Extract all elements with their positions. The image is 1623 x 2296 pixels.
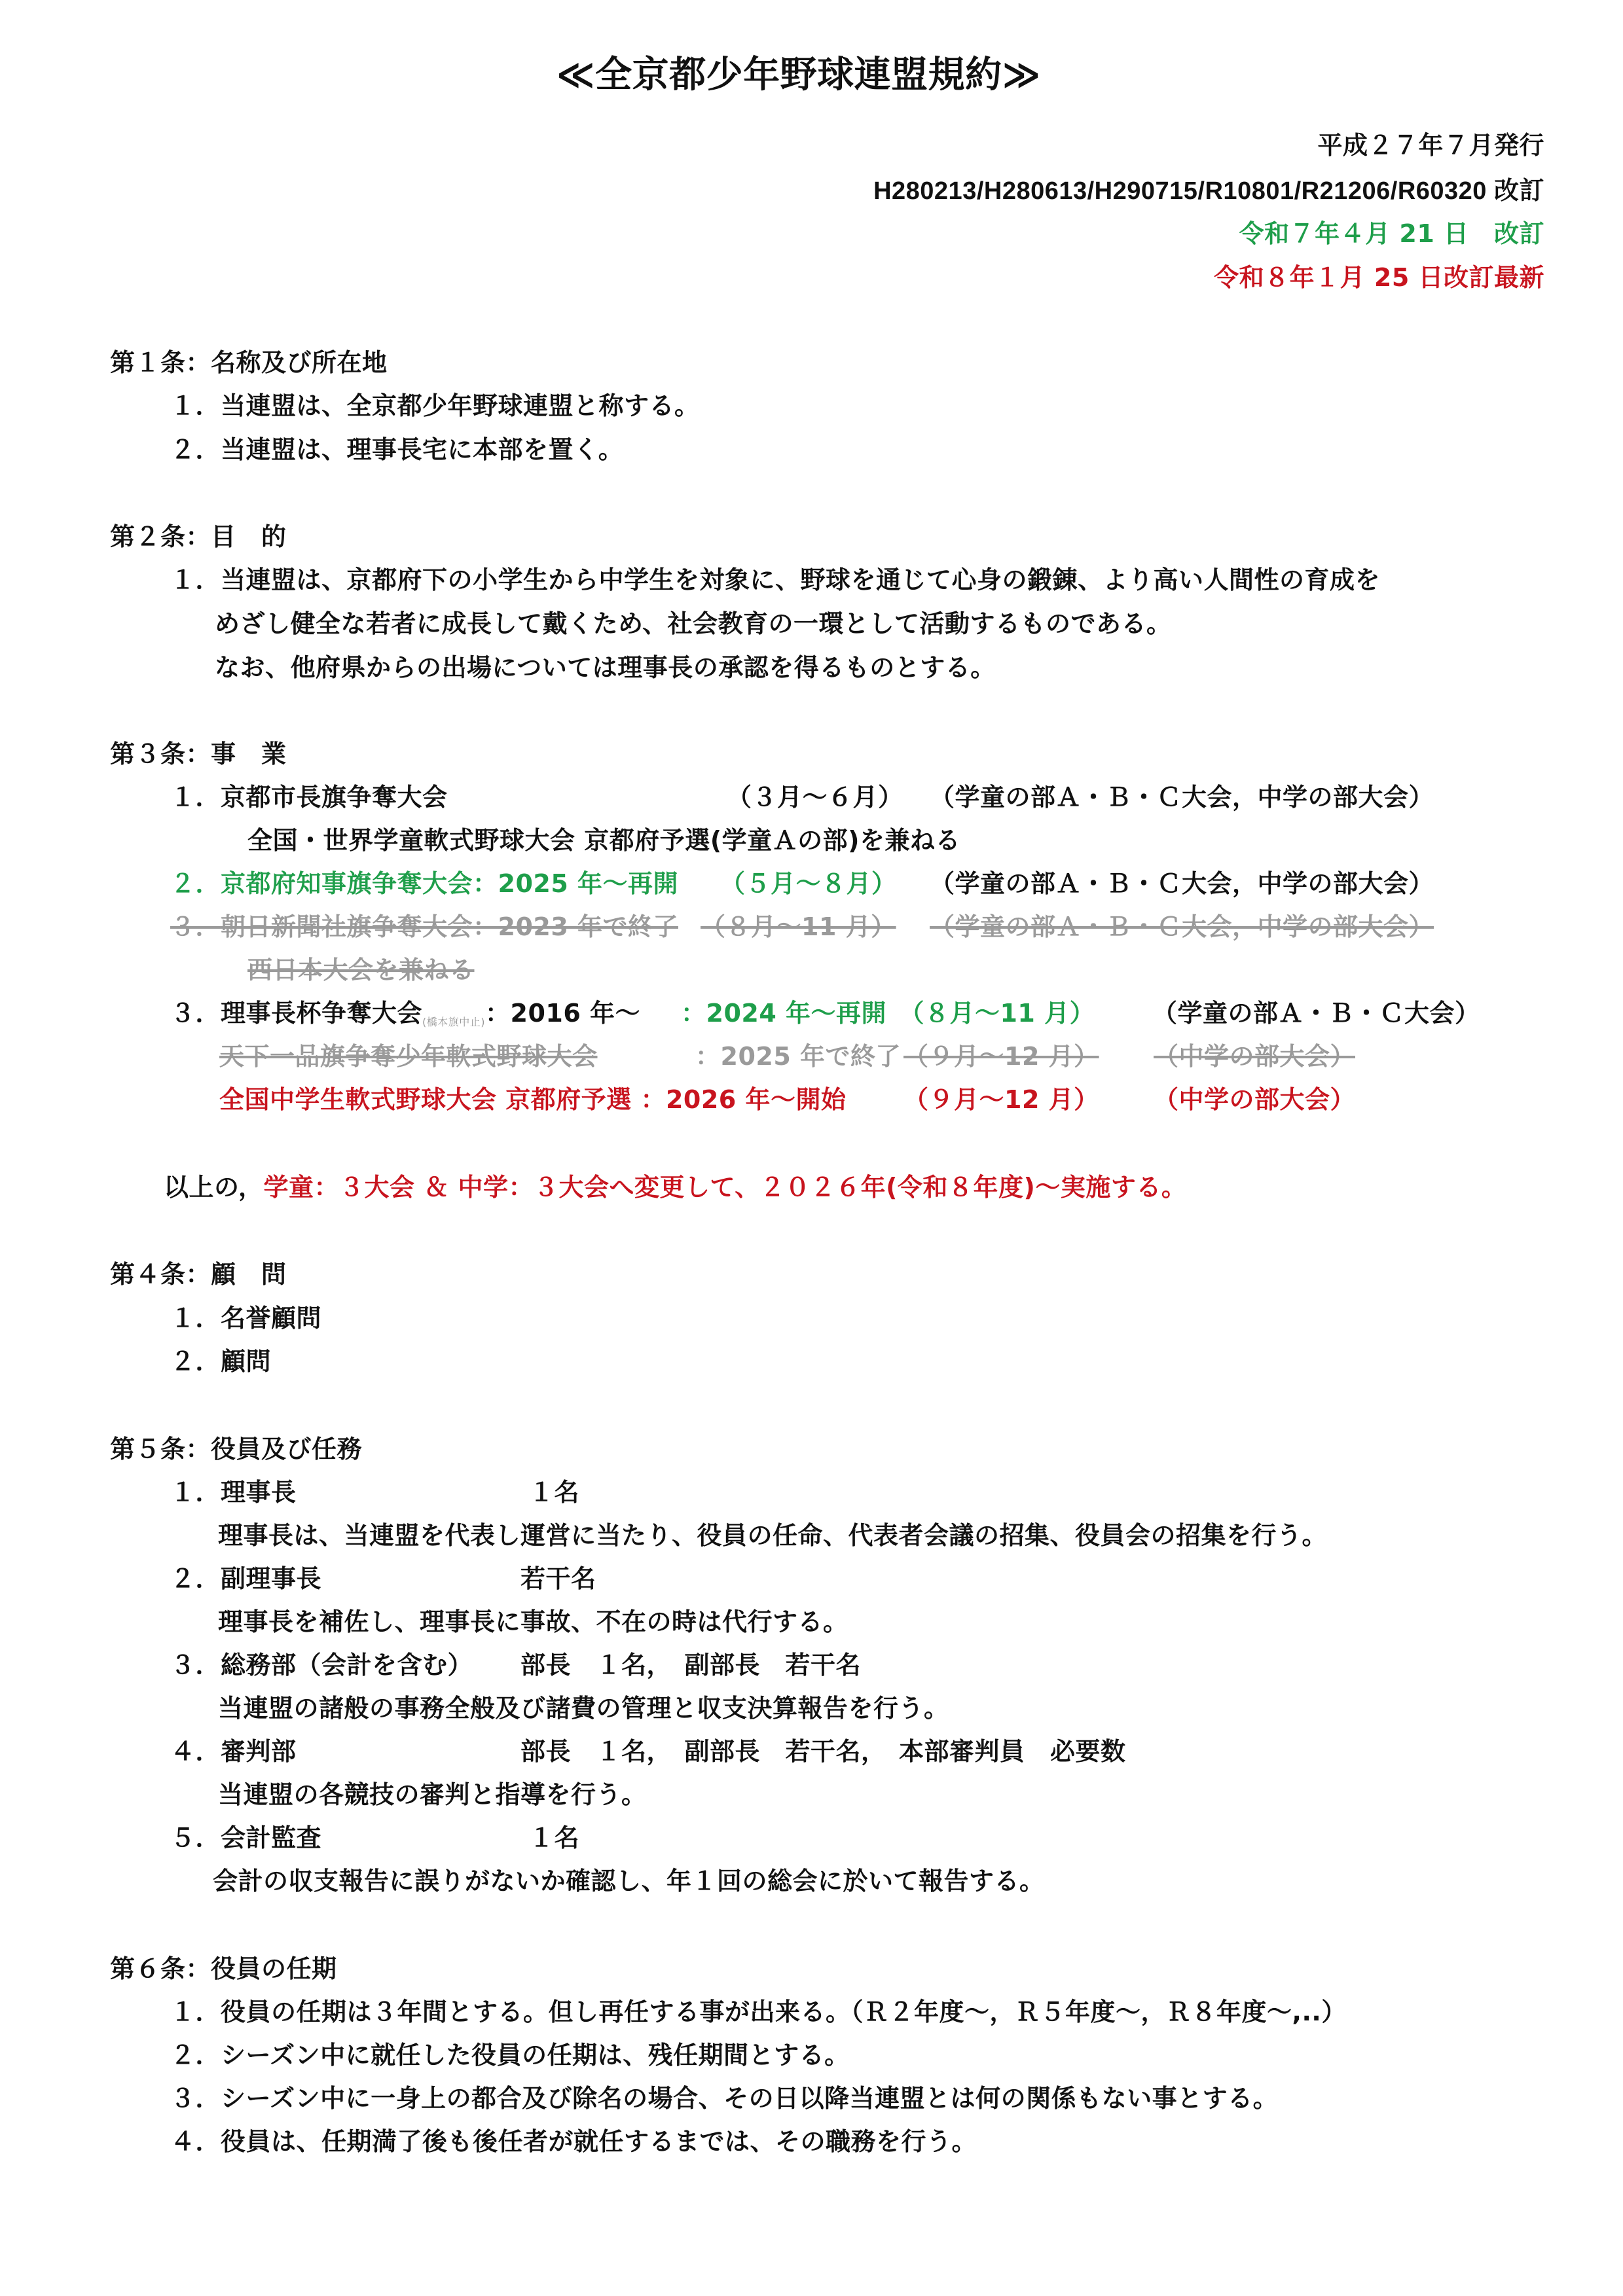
event-tenkaippin-period: （９月～12 月） bbox=[903, 1042, 1099, 1071]
event-tenkaippin-end: ：2025 年で終了 bbox=[695, 1042, 901, 1071]
article-3-summary bbox=[164, 1172, 1186, 1203]
role-description: 当連盟の各競技の審判と指導を行う。 bbox=[218, 1780, 647, 1809]
role-count: 若干名 bbox=[520, 1564, 596, 1593]
event-chairman-cup-year: ：2016 年～ bbox=[485, 999, 641, 1028]
event-asahi-note: 西日本大会を兼ねる bbox=[247, 956, 475, 984]
event-chairman-cup-division: （学童の部Ａ・Ｂ・Ｃ大会） bbox=[1152, 999, 1480, 1028]
article-1-heading: 第１条：名称及び所在地 bbox=[110, 348, 388, 377]
event-kyoto-mayor-name: １．京都市長旗争奪大会 bbox=[170, 783, 448, 812]
revision-history: H280213/H280613/H290715/R10801/R21206/R60320 改訂 bbox=[873, 177, 1544, 205]
revision-red: 令和８年１月 25 日改訂最新 bbox=[1214, 263, 1544, 292]
event-governor-name: ２．京都府知事旗争奪大会：2025 年～再開 bbox=[170, 869, 678, 898]
event-kyoto-mayor-division: （学童の部Ａ・Ｂ・Ｃ大会，中学の部大会） bbox=[930, 783, 1434, 812]
article-6-item: １．役員の任期は３年間とする。但し再任する事が出来る。（Ｒ２年度～，Ｒ５年度～，Ｒ８年度～,..） bbox=[170, 1998, 1347, 2026]
document-title: ≪全京都少年野球連盟規約≫ bbox=[556, 54, 1041, 96]
role-name: ４．審判部 bbox=[170, 1737, 297, 1766]
role-name: ２．副理事長 bbox=[170, 1564, 322, 1593]
event-kyoto-mayor-note: 全国・世界学童軟式野球大会 京都府予選(学童Ａの部)を兼ねる bbox=[247, 826, 960, 855]
article-4-item: １．名誉顧問 bbox=[170, 1304, 322, 1333]
role-count: １名 bbox=[529, 1478, 580, 1507]
article-4-heading: 第４条：顧 問 bbox=[110, 1260, 287, 1289]
role-count: 部長 １名， 副部長 若干名 bbox=[520, 1651, 862, 1679]
revision-green: 令和７年４月 21 日 改訂 bbox=[1239, 219, 1544, 248]
role-name: １．理事長 bbox=[170, 1478, 297, 1507]
role-count: １名 bbox=[529, 1823, 580, 1852]
role-description: 理事長は、当連盟を代表し運営に当たり、役員の任命、代表者会議の招集、役員会の招集を行う。 bbox=[218, 1521, 1328, 1550]
event-junior-high-qualifier-period: （９月～12 月） bbox=[903, 1085, 1099, 1114]
role-count: 部長 １名， 副部長 若干名， 本部審判員 必要数 bbox=[520, 1737, 1126, 1766]
article-3-summary-change: 学童：３大会 ＆ 中学：３大会へ変更して、２０２６年(令和８年度)～実施する。 bbox=[263, 1173, 1187, 1202]
event-governor-period: （５月～８月） bbox=[720, 869, 897, 898]
event-junior-high-qualifier-name: 全国中学生軟式野球大会 京都府予選 ：2026 年～開始 bbox=[219, 1085, 847, 1114]
article-2-line: めざし健全な若者に成長して戴くため、社会教育の一環として活動するものである。 bbox=[215, 609, 1172, 638]
event-chairman-cup bbox=[170, 997, 640, 1029]
event-asahi-division: （学童の部Ａ・Ｂ・Ｃ大会，中学の部大会） bbox=[930, 912, 1434, 941]
article-5-heading: 第５条：役員及び任務 bbox=[110, 1435, 363, 1463]
event-tenkaippin-name: 天下一品旗争奪少年軟式野球大会 bbox=[219, 1042, 598, 1071]
role-name: ３．総務部（会計を含む） bbox=[170, 1651, 473, 1679]
event-chairman-cup-restart: ：2024 年～再開 （８月～11 月） bbox=[681, 999, 1095, 1028]
article-6-item: ４．役員は、任期満了後も後任者が就任するまでは、その職務を行う。 bbox=[170, 2127, 977, 2156]
role-name: ５．会計監査 bbox=[170, 1823, 322, 1852]
event-asahi-period: （８月～11 月） bbox=[701, 912, 896, 941]
role-description: 理事長を補佐し、理事長に事故、不在の時は代行する。 bbox=[218, 1607, 848, 1636]
event-junior-high-qualifier-division: （中学の部大会） bbox=[1154, 1085, 1356, 1114]
event-chairman-cup-name: ３．理事長杯争奪大会 bbox=[170, 999, 423, 1028]
article-1-item: ２．当連盟は、理事長宅に本部を置く。 bbox=[170, 435, 624, 464]
issue-date: 平成２７年７月発行 bbox=[1317, 131, 1544, 160]
role-description: 当連盟の諸般の事務全般及び諸費の管理と収支決算報告を行う。 bbox=[218, 1694, 949, 1723]
event-kyoto-mayor-period: （３月～６月） bbox=[727, 783, 903, 812]
event-governor-division: （学童の部Ａ・Ｂ・Ｃ大会，中学の部大会） bbox=[930, 869, 1434, 898]
article-2-line: １．当連盟は、京都府下の小学生から中学生を対象に、野球を通じて心身の鍛錬、より高い人間性の育成を bbox=[170, 565, 1381, 594]
article-6-heading: 第６条：役員の任期 bbox=[110, 1954, 337, 1983]
article-2-heading: 第２条：目 的 bbox=[110, 522, 287, 551]
article-2-line: なお、他府県からの出場については理事長の承認を得るものとする。 bbox=[215, 653, 996, 682]
role-description: 会計の収支報告に誤りがないか確認し、年１回の総会に於いて報告する。 bbox=[213, 1867, 1045, 1895]
event-chairman-cup-note: (橋本旗中止) bbox=[422, 1016, 486, 1028]
event-tenkaippin-division: （中学の部大会） bbox=[1154, 1042, 1356, 1071]
article-1-item: １．当連盟は、全京都少年野球連盟と称する。 bbox=[170, 391, 700, 420]
article-3-heading: 第３条：事 業 bbox=[110, 740, 287, 768]
article-6-item: ２．シーズン中に就任した役員の任期は、残任期間とする。 bbox=[170, 2041, 850, 2070]
event-asahi-name: ３．朝日新聞社旗争奪大会：2023 年で終了 bbox=[170, 912, 678, 941]
article-6-item: ３．シーズン中に一身上の都合及び除名の場合、その日以降当連盟とは何の関係もない事とする。 bbox=[170, 2084, 1279, 2113]
article-4-item: ２．顧問 bbox=[170, 1347, 272, 1376]
article-3-summary-prefix: 以上の， bbox=[164, 1173, 264, 1202]
